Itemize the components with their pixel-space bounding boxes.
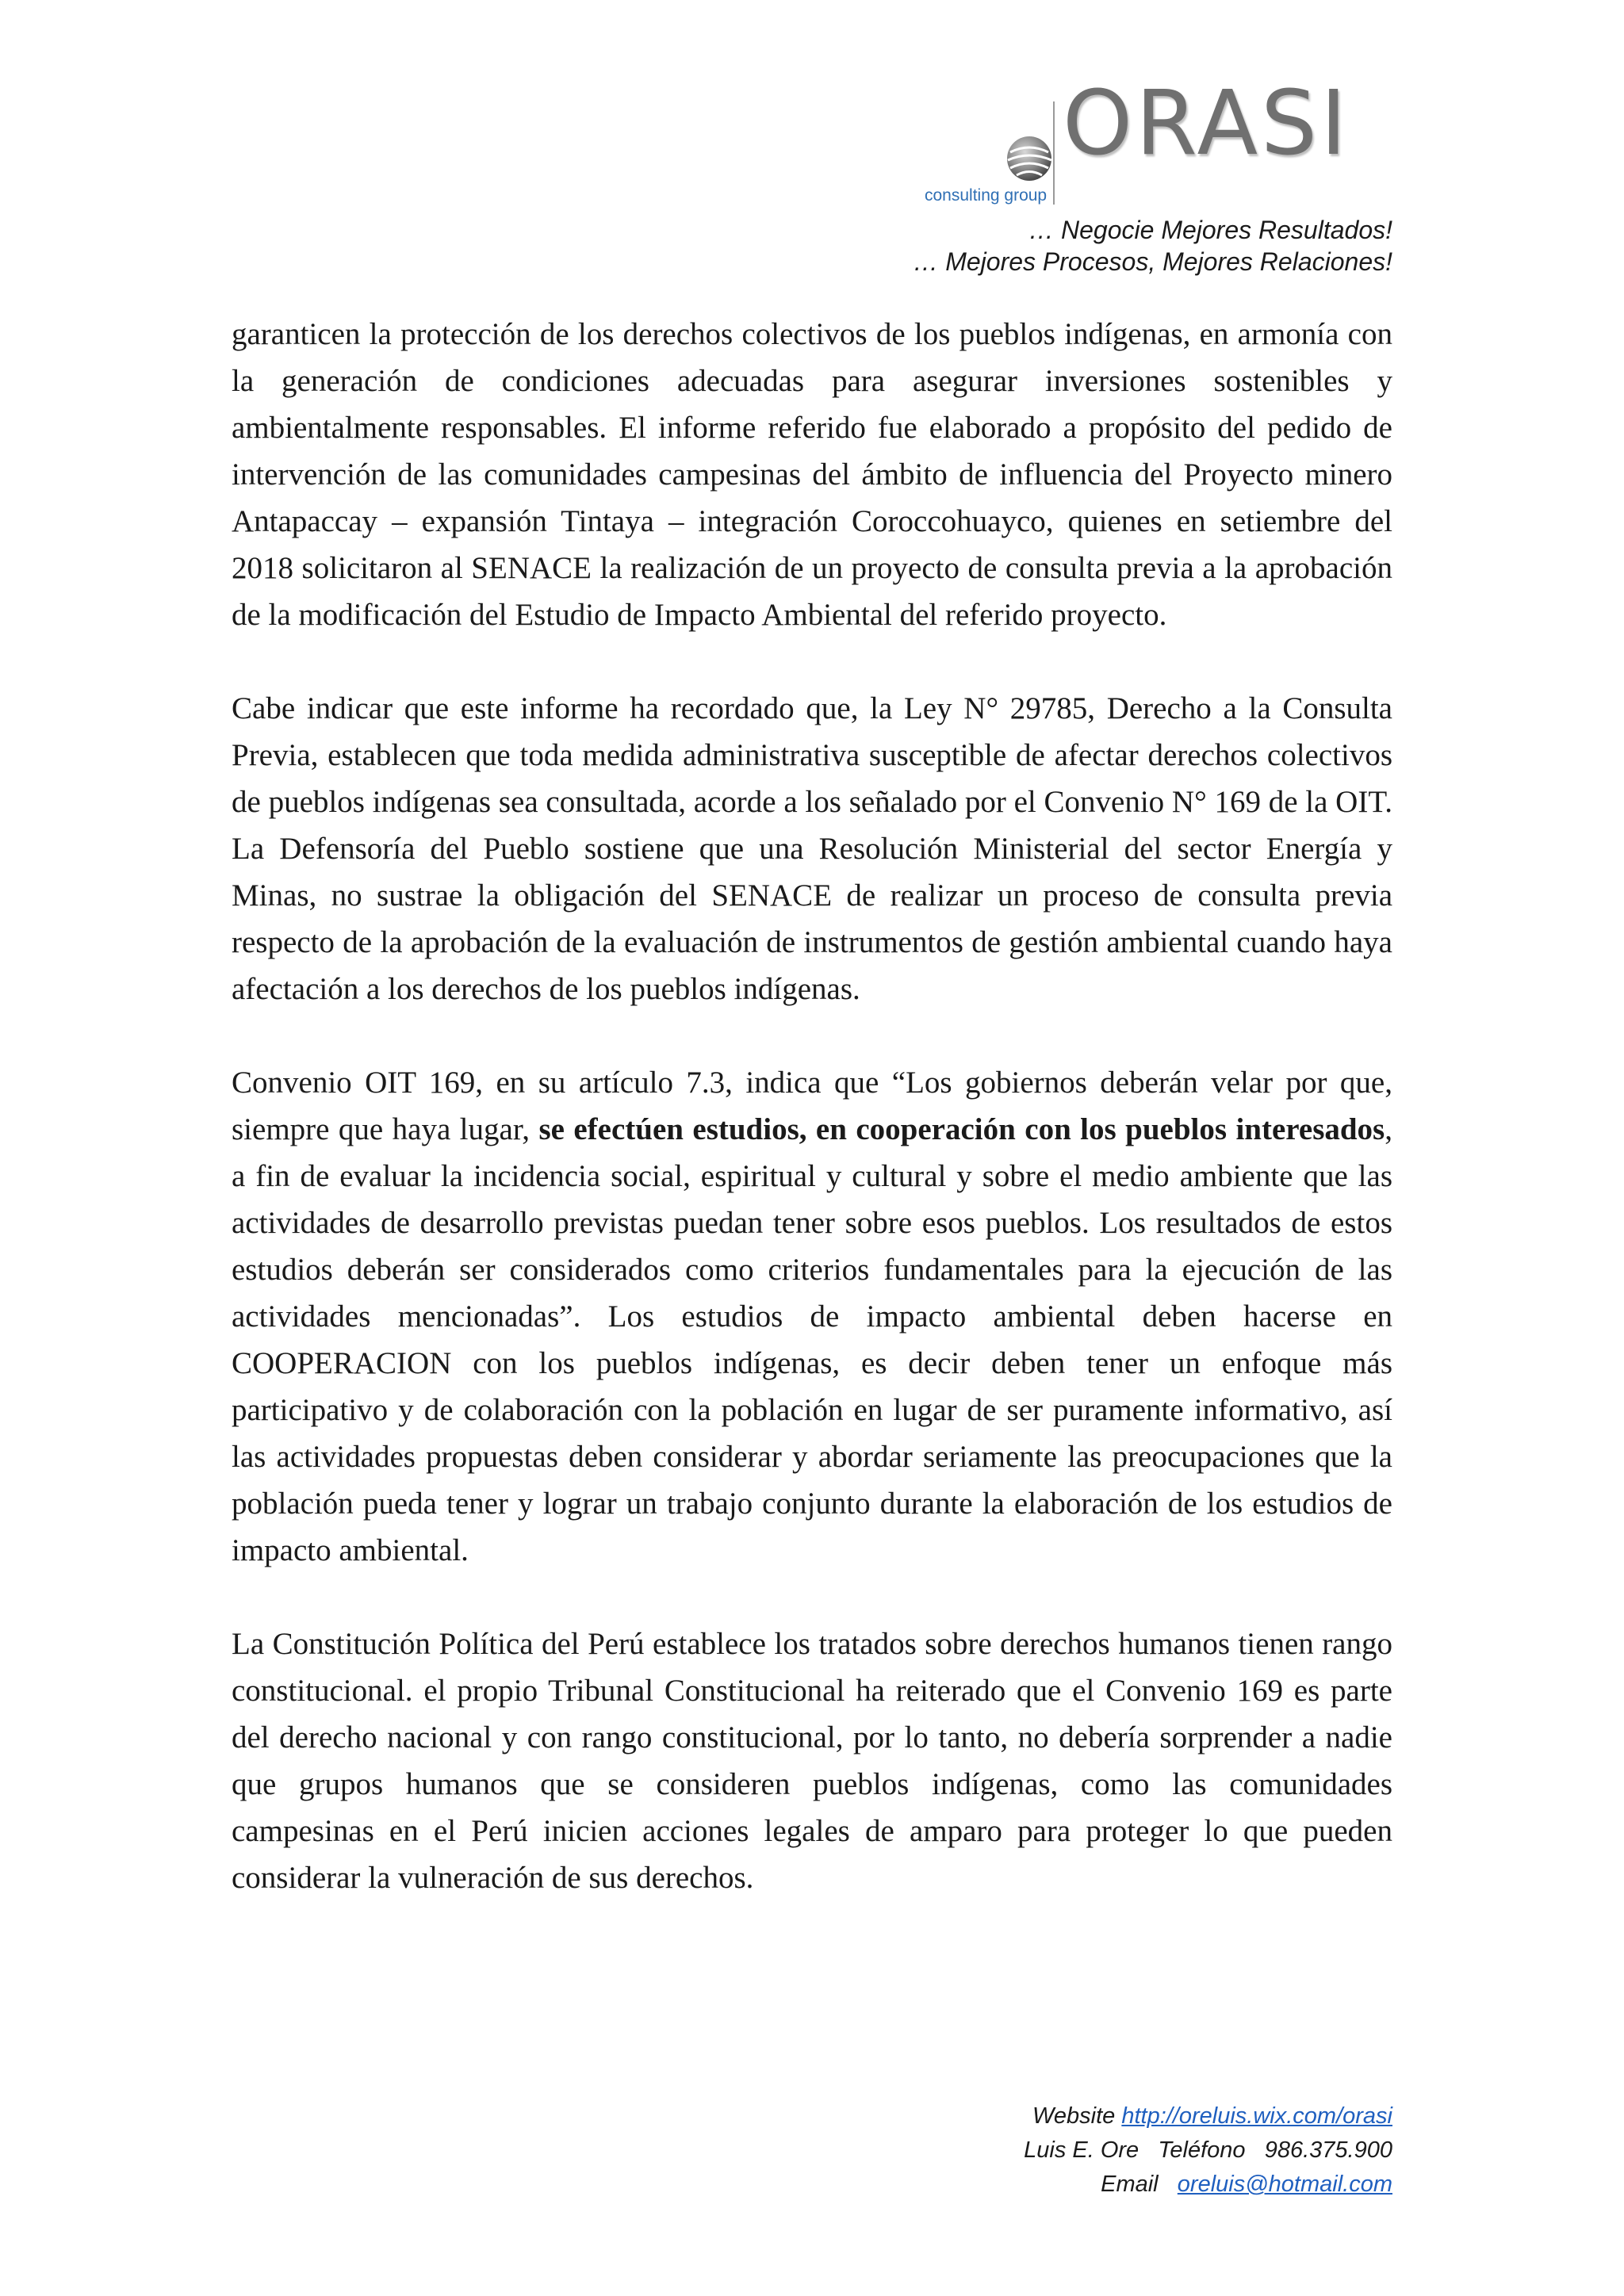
logo-wordmark: ORASI <box>1063 72 1350 175</box>
paragraph-3-part-b: , a fin de evaluar la incidencia social, espiritual y cultural y sobre el medio ambiente que las actividades de desarrollo previstas puedan tener sobre esos pueblos. Los resultados de estos estudios deberán ser considerados como criterios fundamentales para la ejecución de las actividades mencionadas”. Los estudios de impacto ambiental deben hacerse en COOPERACION con los pueblos indígenas, es decir deben tener un enfoque más participativo y de colaboración con la población en lugar de ser puramente informativo, así las actividades propuestas deben considerar y abordar seriamente las preocupaciones que la población pueda tener y lograr un trabajo conjunto durante la elaboración de los estudios de impacto ambiental. <box>232 1112 1392 1567</box>
tagline-line-1: … Negocie Mejores Resultados! <box>1028 216 1392 244</box>
email-link[interactable]: oreluis@hotmail.com <box>1177 2172 1392 2197</box>
footer-website-line <box>1024 2099 1392 2133</box>
footer-contact-line: Luis E. Ore Teléfono 986.375.900 <box>1024 2137 1392 2163</box>
website-link[interactable]: http://oreluis.wix.com/orasi <box>1121 2103 1392 2129</box>
footer-website-label: Website <box>1032 2103 1122 2129</box>
logo-subtitle: consulting group <box>925 186 1048 205</box>
tagline-line-2: … Mejores Procesos, Mejores Relaciones! <box>913 247 1392 276</box>
paragraph-4: La Constitución Política del Perú establece los tratados sobre derechos humanos tienen rango constitucional. el propio Tribunal Constitucional ha reiterado que el Convenio 169 es parte del derecho nacional y con rango constitucional, por lo tanto, no debería sorprender a nadie que grupos humanos que se consideren pueblos indígenas, como las comunidades campesinas en el Perú inicien acciones legales de amparo para proteger lo que pueden considerar la vulneración de sus derechos. <box>232 1627 1392 1895</box>
logo-divider <box>1053 101 1055 205</box>
paragraph-3 <box>232 1059 1392 1574</box>
paragraph-3-bold: se efectúen estudios, en cooperación con los pueblos interesados <box>538 1112 1385 1146</box>
paragraph-2: Cabe indicar que este informe ha recordado que, la Ley N° 29785, Derecho a la Consulta Previa, establecen que toda medida administrativa susceptible de afectar derechos colectivos de pueblos indígenas sea consultada, acorde a los señalado por el Convenio N° 169 de la OIT. La Defensoría del Pueblo sostiene que una Resolución Ministerial del sector Energía y Minas, no sustrae la obligación del SENACE de realizar un proceso de consulta previa respecto de la aprobación de la evaluación de instrumentos de gestión ambiental cuando haya afectación a los derechos de los pueblos indígenas. <box>232 691 1392 1006</box>
footer-email-line <box>1024 2168 1392 2202</box>
paragraph-1: garanticen la protección de los derechos colectivos de los pueblos indígenas, en armonía con la generación de condiciones adecuadas para asegurar inversiones sostenibles y ambientalmente responsables. El informe referido fue elaborado a propósito del pedido de intervención de las comunidades campesinas del ámbito de influencia del Proyecto minero Antapaccay – expansión Tintaya – integración Coroccohuayco, quienes en setiembre del 2018 solicitaron al SENACE la realización de un proyecto de consulta previa a la aprobación de la modificación del Estudio de Impacto Ambiental del referido proyecto. <box>232 317 1392 632</box>
paragraph-3-part-a: Convenio OIT 169, en su artículo 7.3, indica que “Los gobiernos deberán velar por que, siempre que haya lugar, <box>232 1066 1392 1146</box>
orasi-logo <box>912 72 1404 212</box>
footer-email-label: Email <box>1101 2172 1178 2197</box>
footer <box>1024 2099 1392 2202</box>
document-body <box>232 311 1392 1901</box>
